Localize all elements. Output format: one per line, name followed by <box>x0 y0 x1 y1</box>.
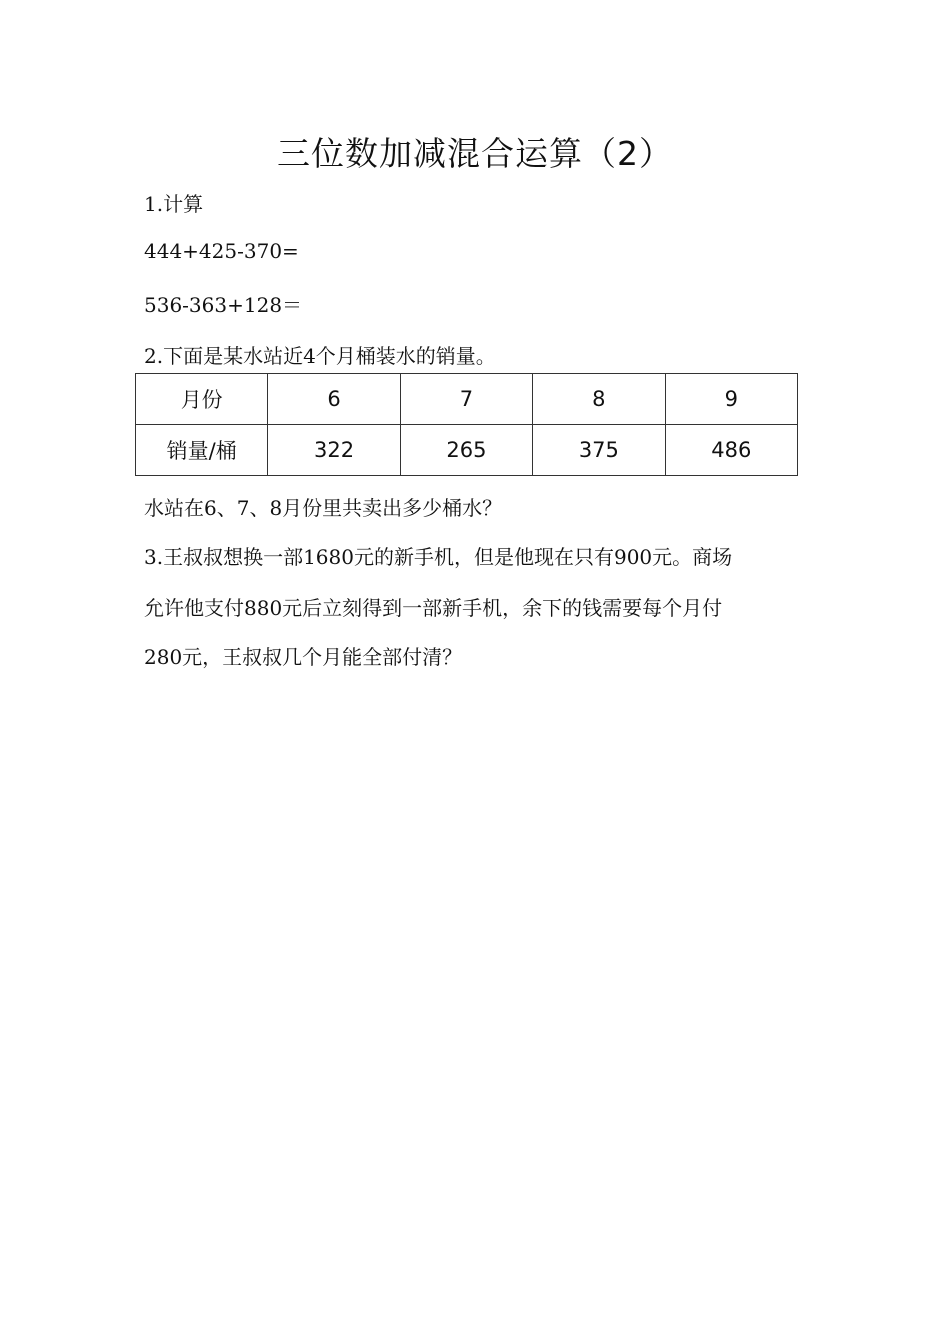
question-2-prompt: 水站在6、7、8月份里共卖出多少桶水？ <box>144 496 503 520</box>
table-row-sales <box>136 425 798 476</box>
table-cell-month: 9 <box>665 374 797 425</box>
calc-expression-1: 444+425-370= <box>144 239 299 263</box>
table-cell-month: 7 <box>400 374 532 425</box>
table-cell-sales: 375 <box>533 425 665 476</box>
question-3-text-line-2: 允许他支付880元后立刻得到一部新手机，余下的钱需要每个月付 <box>144 596 723 620</box>
table-row-month <box>136 374 798 425</box>
calc-expression-2: 536-363+128＝ <box>144 293 303 317</box>
table-cell-sales: 486 <box>665 425 797 476</box>
question-3-text-line-1: 3.王叔叔想换一部1680元的新手机，但是他现在只有900元。商场 <box>144 545 733 569</box>
question-2-heading: 2.下面是某水站近4个月桶装水的销量。 <box>144 344 496 368</box>
sales-table <box>135 373 798 476</box>
question-3-text-line-3: 280元，王叔叔几个月能全部付清？ <box>144 645 463 669</box>
table-cell-header-month: 月份 <box>136 374 268 425</box>
table-cell-month: 6 <box>268 374 400 425</box>
table-cell-sales: 265 <box>400 425 532 476</box>
question-1-heading: 1.计算 <box>144 192 204 216</box>
table-cell-sales: 322 <box>268 425 400 476</box>
page-title: 三位数加减混合运算（2） <box>277 134 673 173</box>
table-cell-month: 8 <box>533 374 665 425</box>
table-cell-header-sales: 销量/桶 <box>136 425 268 476</box>
